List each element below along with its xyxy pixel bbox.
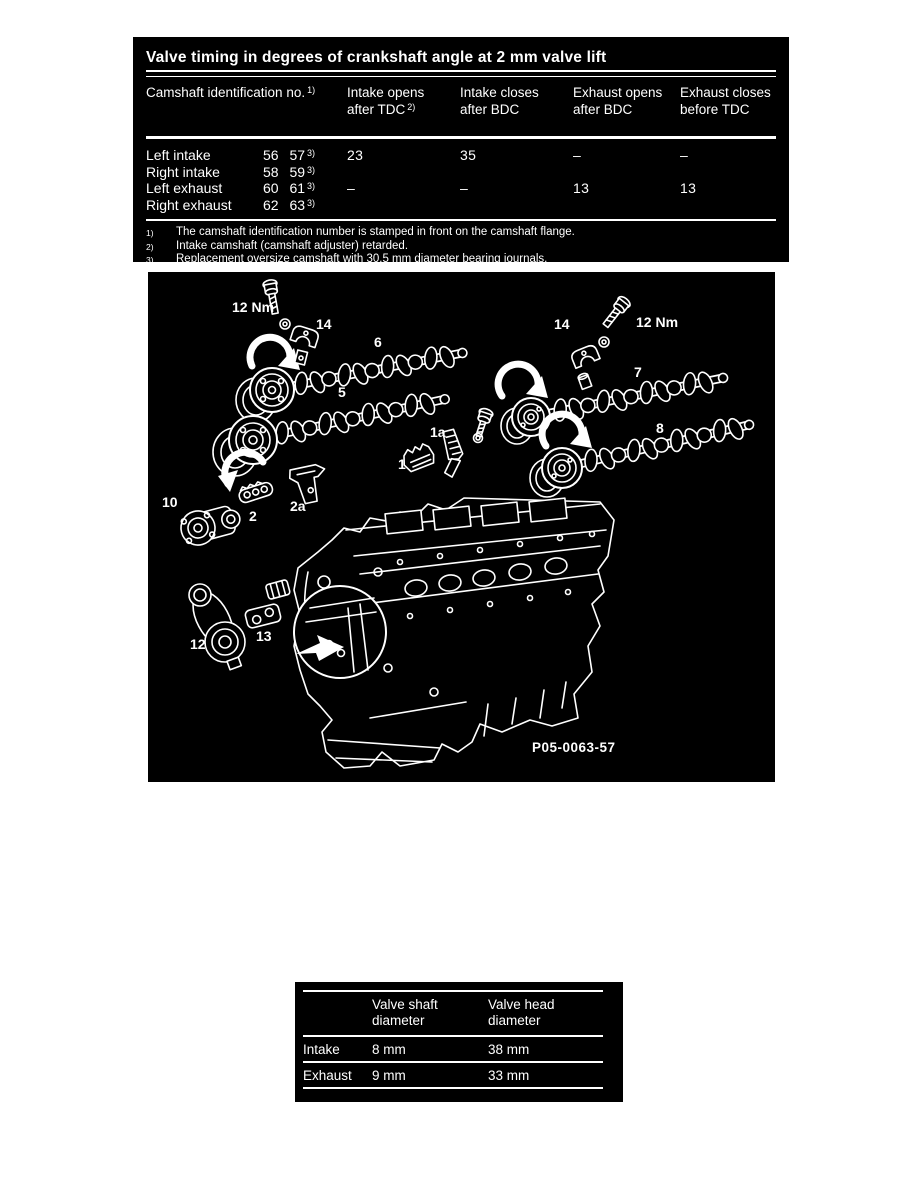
intake-closes-value: 35 xyxy=(460,147,477,163)
exhaust-opens-value: – xyxy=(573,147,582,163)
divider xyxy=(146,70,776,77)
camshaft-8-art xyxy=(575,411,757,478)
table-row xyxy=(303,1037,603,1061)
table-row xyxy=(303,1063,603,1087)
table-row-label: Left exhaust xyxy=(146,180,223,196)
intake-opens-value: 23 xyxy=(347,147,364,163)
exhaust-opens-value xyxy=(573,197,680,214)
row-label: Exhaust xyxy=(303,1067,352,1083)
timing-table-body xyxy=(146,147,776,213)
column-header-intake-closes: Intake closes after BDC xyxy=(460,85,539,117)
empty-header-cell xyxy=(303,997,372,1029)
footnote: $^{2)}$ Intake camshaft (camshaft adjuster) retarded. xyxy=(146,239,409,252)
timing-table-title: Valve timing in degrees of crankshaft angle at 2 mm valve lift xyxy=(146,49,607,66)
callout-part2a: 2a xyxy=(290,498,306,514)
exhaust-opens-value: 13 xyxy=(573,180,590,196)
spacer-left-art xyxy=(295,350,308,365)
intake-closes-value xyxy=(460,164,573,181)
callout-part2: 2 xyxy=(249,508,257,524)
callout-part1a: 1a xyxy=(430,424,446,440)
valve-head-value: 33 mm xyxy=(488,1067,530,1083)
intake-closes-value: – xyxy=(460,180,469,196)
callout-cam7: 7 xyxy=(634,364,642,380)
washer-left-art xyxy=(280,319,290,329)
column-header-valve-shaft: Valve shaft diameter xyxy=(372,997,438,1028)
part-2-art xyxy=(237,478,274,504)
table-row-label: Right intake xyxy=(146,163,220,180)
valve-table-header xyxy=(303,992,603,1035)
divider xyxy=(146,136,776,139)
exhaust-closes-value xyxy=(680,197,776,214)
valve-shaft-value: 8 mm xyxy=(372,1041,406,1057)
exhaust-closes-value: 13 xyxy=(680,180,697,196)
rotation-arrow-icon xyxy=(542,414,592,448)
center-bolt-art xyxy=(472,407,494,438)
camshaft-id-value: 56 57 $^{3)}$ xyxy=(263,147,316,163)
footnote: $^{3)}$ Replacement oversize camshaft with 30.5 mm diameter bearing journals. xyxy=(146,253,548,265)
washer-right-art xyxy=(599,337,609,347)
divider xyxy=(303,1087,603,1089)
engine-exploded-art xyxy=(148,272,775,782)
callout-cam5: 5 xyxy=(338,384,346,400)
engine-diagram-figure xyxy=(148,272,775,782)
valve-shaft-value: 9 mm xyxy=(372,1067,406,1083)
column-header-valve-head: Valve head diameter xyxy=(488,997,555,1028)
exhaust-opens-value xyxy=(573,164,680,181)
footnote: $^{1)}$ The camshaft identification number is stamped in front on the camshaft flange. xyxy=(146,226,575,238)
timing-table-footnotes xyxy=(146,226,776,267)
dowel-right-art xyxy=(577,372,591,389)
detail-circle xyxy=(294,586,386,678)
callout-part1: 1 xyxy=(398,456,406,472)
rotation-arrow-icon xyxy=(498,364,548,398)
row-label: Intake xyxy=(303,1041,340,1057)
callout-part13: 13 xyxy=(256,628,272,644)
callout-part10: 10 xyxy=(162,494,178,510)
intake-closes-value xyxy=(460,197,573,214)
bearing-cap-right-art xyxy=(570,344,600,369)
bolt-12nm-right-art xyxy=(600,295,632,330)
exhaust-closes-value: – xyxy=(680,147,689,163)
intake-opens-value xyxy=(347,164,460,181)
callout-torque-left: 12 Nm xyxy=(232,299,275,315)
table-row-label: Right exhaust xyxy=(146,196,232,213)
exhaust-closes-value xyxy=(680,164,776,181)
callout-torque-right: 12 Nm xyxy=(636,314,679,330)
camshaft-5-art xyxy=(268,385,452,449)
part-10-art xyxy=(177,500,244,548)
sprocket-8-art xyxy=(530,448,582,497)
figure-number: P05-0063-57 xyxy=(532,740,616,755)
column-header-exhaust-opens: Exhaust opens after BDC xyxy=(573,85,663,117)
camshaft-id-value: 58 59 $^{3)}$ xyxy=(263,163,316,180)
divider xyxy=(146,219,776,221)
intake-opens-value: – xyxy=(347,180,356,196)
callout-cap-left: 14 xyxy=(316,316,332,332)
callout-cap-right: 14 xyxy=(554,316,570,332)
part-13-art xyxy=(244,603,281,629)
column-header-camshaft-id: Camshaft identification no. $^{1)}$ xyxy=(146,85,316,100)
camshaft-id-value: 62 63 $^{3)}$ xyxy=(263,196,316,213)
sprocket-6-art xyxy=(236,368,294,422)
column-header-exhaust-closes: Exhaust closes before TDC xyxy=(680,85,771,117)
intake-opens-value xyxy=(347,197,460,214)
part-13-plate-art xyxy=(265,579,290,599)
table-row-label: Left intake xyxy=(146,147,211,163)
valve-dimensions-table xyxy=(295,982,623,1102)
valve-head-value: 38 mm xyxy=(488,1041,530,1057)
camshaft-id-value: 60 61 $^{3)}$ xyxy=(263,180,316,196)
rotation-arrow-icon xyxy=(250,337,300,370)
timing-table-header xyxy=(146,84,776,130)
callout-cam8: 8 xyxy=(656,420,664,436)
callout-part12: 12 xyxy=(190,636,206,652)
column-header-intake-opens: Intake opens after TDC $^{2)}$ xyxy=(347,85,425,117)
valve-timing-table xyxy=(133,37,789,265)
callout-cam6: 6 xyxy=(374,334,382,350)
part-12-art xyxy=(185,584,245,670)
